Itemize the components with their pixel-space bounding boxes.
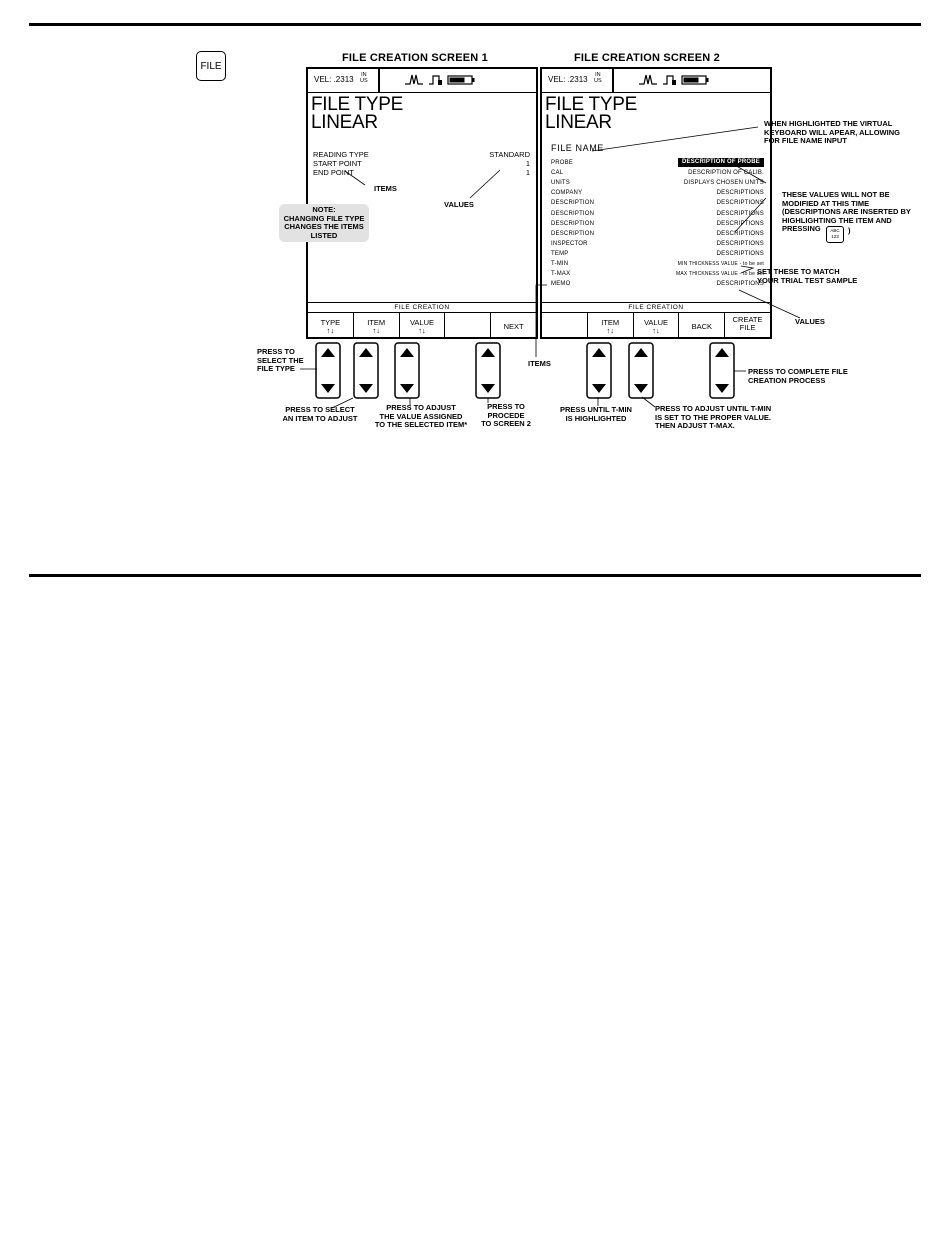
arrow-key-item[interactable] [587,343,611,398]
softkey-next[interactable]: NEXT [503,322,524,331]
values-callout: VALUES [795,317,825,326]
item-label[interactable]: TEMP [551,250,569,257]
item-value: 1 [525,159,530,168]
arrow-key-value[interactable] [395,343,419,398]
item-value: DESCRIPTIONS [716,230,764,237]
press-select-item-callout: PRESS TO SELECT AN ITEM TO ADJUST [282,405,358,423]
arrow-key-next[interactable] [476,343,500,398]
items-callout: ITEMS [374,184,397,193]
item-value: MIN THICKNESS VALUE - to be set [677,261,764,267]
softkey-value[interactable]: VALUE ↑↓ [400,313,446,339]
press-file-type-callout: PRESS TO SELECT THE FILE TYPE [257,347,304,373]
items-callout: ITEMS [528,359,551,368]
item-label[interactable]: CAL [551,170,564,177]
item-label[interactable]: COMPANY [551,190,583,197]
arrow-key-type[interactable] [316,343,340,398]
item-value: DESCRIPTION OF PROBE [678,158,764,167]
item-value: DESCRIPTIONS [716,220,764,227]
item-value: DESCRIPTIONS [716,250,764,257]
item-label: START POINT [313,159,362,168]
item-value: 1 [525,168,530,177]
press-until-tmin-callout: PRESS UNTIL T-MIN IS HIGHLIGHTED [560,405,632,423]
screen2-file-type-heading: FILE TYPE [545,94,637,115]
screen2-title: FILE CREATION SCREEN 2 [574,52,720,64]
not-modified-callout: THESE VALUES WILL NOT BE MODIFIED AT THIS TIME (DESCRIPTIONS ARE INSERTED BY HIGHLIGHTING THE ITEM AND PRESSING [782,190,911,233]
item-label[interactable]: DESCRIPTION [551,200,595,207]
velocity-readout: VEL: .2313 [548,75,588,84]
item-label[interactable]: DESCRIPTION [551,210,595,217]
arrow-key-create-file[interactable] [710,343,734,398]
item-label[interactable]: T-MIN [551,261,569,267]
arrow-key-value[interactable] [629,343,653,398]
arrow-key-item[interactable] [354,343,378,398]
softkey-type[interactable]: TYPE ↑↓ [308,313,354,339]
item-value: DISPLAYS CHOSEN UNITS [683,180,764,187]
screen2-file-type-value: LINEAR [545,112,612,133]
item-value: DESCRIPTION OF CALIB. [688,170,764,177]
item-value: DESCRIPTIONS [716,190,764,197]
velocity-unit: IN US [594,72,602,84]
set-these-callout: SET THESE TO MATCH YOUR TRIAL TEST SAMPLE [757,267,858,285]
press-adjust-tmin-callout: PRESS TO ADJUST UNTIL T-MIN IS SET TO THE PROPER VALUE. THEN ADJUST T-MAX. [655,404,772,430]
item-value: DESCRIPTIONS [716,210,764,217]
item-label[interactable]: UNITS [551,180,570,187]
softkey-create-file[interactable]: CREATE FILE [732,315,763,332]
note-callout: NOTE: CHANGING FILE TYPE CHANGES THE ITEMS LISTED [279,204,369,242]
softkey-item[interactable]: ITEM ↑↓ [588,313,634,339]
screen1-file-type-value: LINEAR [311,112,378,133]
velocity-readout: VEL: .2313 [314,75,354,84]
abc-123-key-icon: ABC 123 [826,226,844,243]
item-label[interactable]: INSPECTOR [551,240,588,247]
item-value: DESCRIPTIONS [716,200,764,207]
screen1-title: FILE CREATION SCREEN 1 [342,52,488,64]
item-label[interactable]: T-MAX [551,271,571,278]
file-name-field[interactable]: FILE NAME [551,143,604,153]
values-callout: VALUES [444,200,474,209]
screen2-footer-label: FILE CREATION [542,302,770,313]
screen1-footer-label: FILE CREATION [308,302,536,313]
item-label[interactable]: DESCRIPTION [551,230,595,237]
press-procede-callout: PRESS TO PROCEDE TO SCREEN 2 [481,402,531,428]
item-label: READING TYPE [313,150,369,159]
item-value: DESCRIPTIONS [716,281,764,288]
item-label[interactable]: PROBE [551,160,574,166]
velocity-unit: IN US [360,72,368,84]
softkey-back[interactable]: BACK [679,313,725,339]
screen1-file-type-heading: FILE TYPE [311,94,403,115]
item-label[interactable]: MEMO [551,281,571,288]
softkey-item[interactable]: ITEM ↑↓ [354,313,400,339]
softkey-value[interactable]: VALUE ↑↓ [634,313,680,339]
item-label: END POINT [313,168,354,177]
press-complete-callout: PRESS TO COMPLETE FILE CREATION PROCESS [748,367,848,385]
item-value: MAX THICKNESS VALUE - to be set [676,271,764,278]
pressing-close-paren: ) [848,226,851,235]
file-key-icon: FILE [196,51,226,81]
item-value: DESCRIPTIONS [716,240,764,247]
virtual-keyboard-callout: WHEN HIGHLIGHTED THE VIRTUAL KEYBOARD WILL APEAR, ALLOWING FOR FILE NAME INPUT [764,119,900,145]
item-value: STANDARD [489,150,530,159]
item-label[interactable]: DESCRIPTION [551,220,595,227]
press-adjust-value-callout: PRESS TO ADJUST THE VALUE ASSIGNED TO THE SELECTED ITEM* [374,403,468,429]
